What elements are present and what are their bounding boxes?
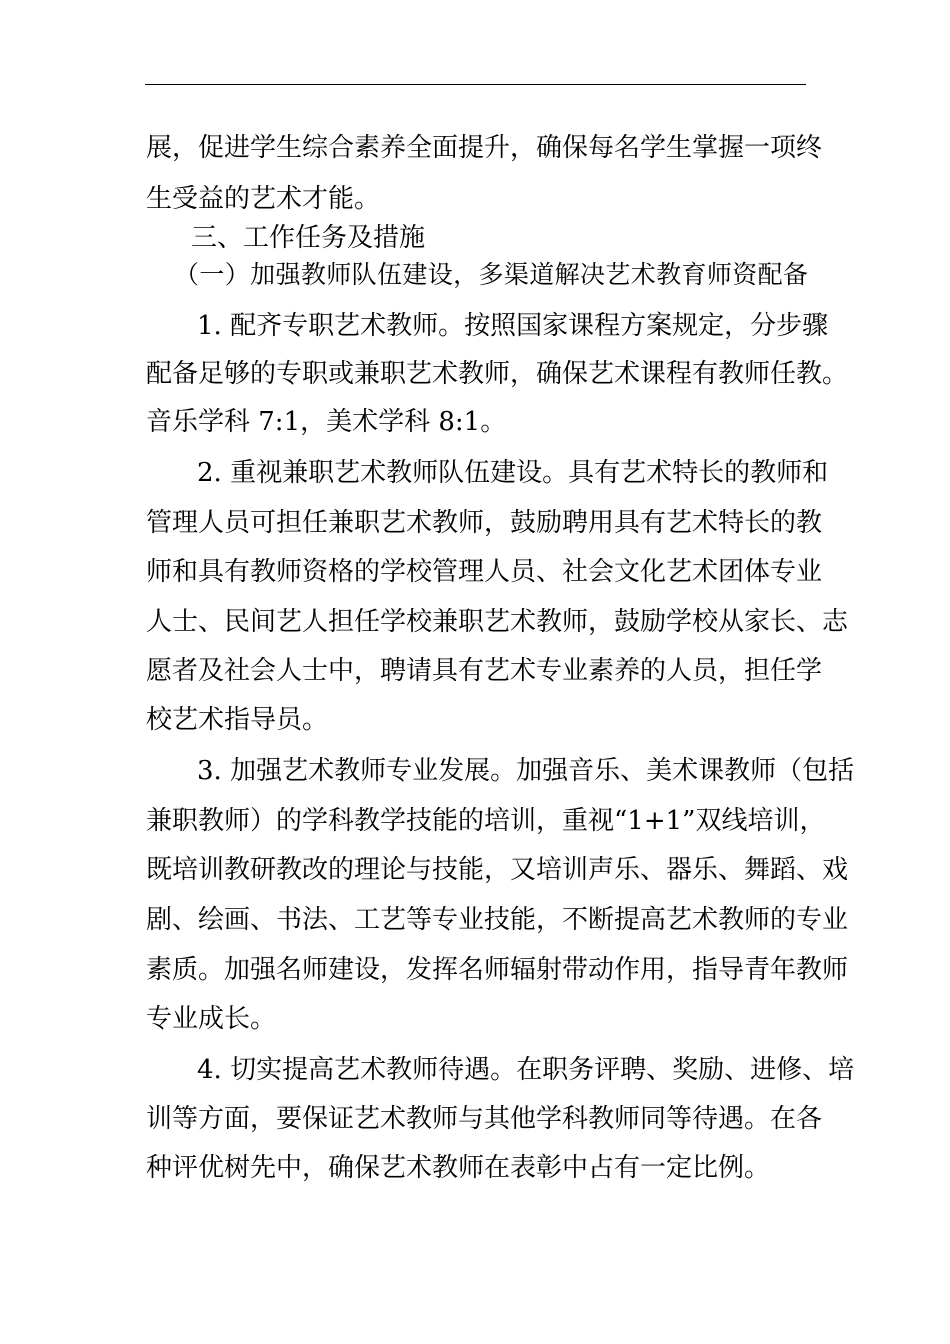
body-line: 愿者及社会人士中，聘请具有艺术专业素养的人员，担任学 (146, 656, 823, 686)
body-line: 师和具有教师资格的学校管理人员、社会文化艺术团体专业 (146, 557, 823, 587)
body-line: 剧、绘画、书法、工艺等专业技能，不断提高艺术教师的专业 (146, 905, 849, 935)
body-line: 专业成长。 (146, 1004, 277, 1034)
body-line: 种评优树先中，确保艺术教师在表彰中占有一定比例。 (146, 1153, 771, 1183)
body-line: 2. 重视兼职艺术教师队伍建设。具有艺术特长的教师和 (197, 458, 829, 488)
body-line: 校艺术指导员。 (146, 705, 329, 735)
body-line: 4. 切实提高艺术教师待遇。在职务评聘、奖励、进修、培 (197, 1055, 855, 1085)
body-line: 人士、民间艺人担任学校兼职艺术教师，鼓励学校从家长、志 (146, 607, 849, 637)
section-heading: 三、工作任务及措施 (191, 223, 426, 253)
body-line: 素质。加强名师建设，发挥名师辐射带动作用，指导青年教师 (146, 955, 849, 985)
body-line: 3. 加强艺术教师专业发展。加强音乐、美术课教师（包括 (197, 756, 855, 786)
body-line: 音乐学科 7:1，美术学科 8:1。 (146, 407, 507, 437)
body-line: 生受益的艺术才能。 (146, 184, 381, 214)
body-line: 管理人员可担任兼职艺术教师，鼓励聘用具有艺术特长的教 (146, 508, 823, 538)
body-line: 既培训教研教改的理论与技能，又培训声乐、器乐、舞蹈、戏 (146, 855, 849, 885)
header-rule (145, 84, 806, 85)
body-line: 兼职教师）的学科教学技能的培训，重视“1+1”双线培训， (146, 806, 826, 836)
body-line: 配备足够的专职或兼职艺术教师，确保艺术课程有教师任教。 (146, 359, 849, 389)
body-line: 1. 配齐专职艺术教师。按照国家课程方案规定，分步骤 (197, 311, 829, 341)
subsection-heading: （一）加强教师队伍建设，多渠道解决艺术教育师资配备 (174, 260, 808, 289)
body-line: 展，促进学生综合素养全面提升，确保每名学生掌握一项终 (146, 133, 823, 163)
body-line: 训等方面，要保证艺术教师与其他学科教师同等待遇。在各 (146, 1104, 823, 1134)
